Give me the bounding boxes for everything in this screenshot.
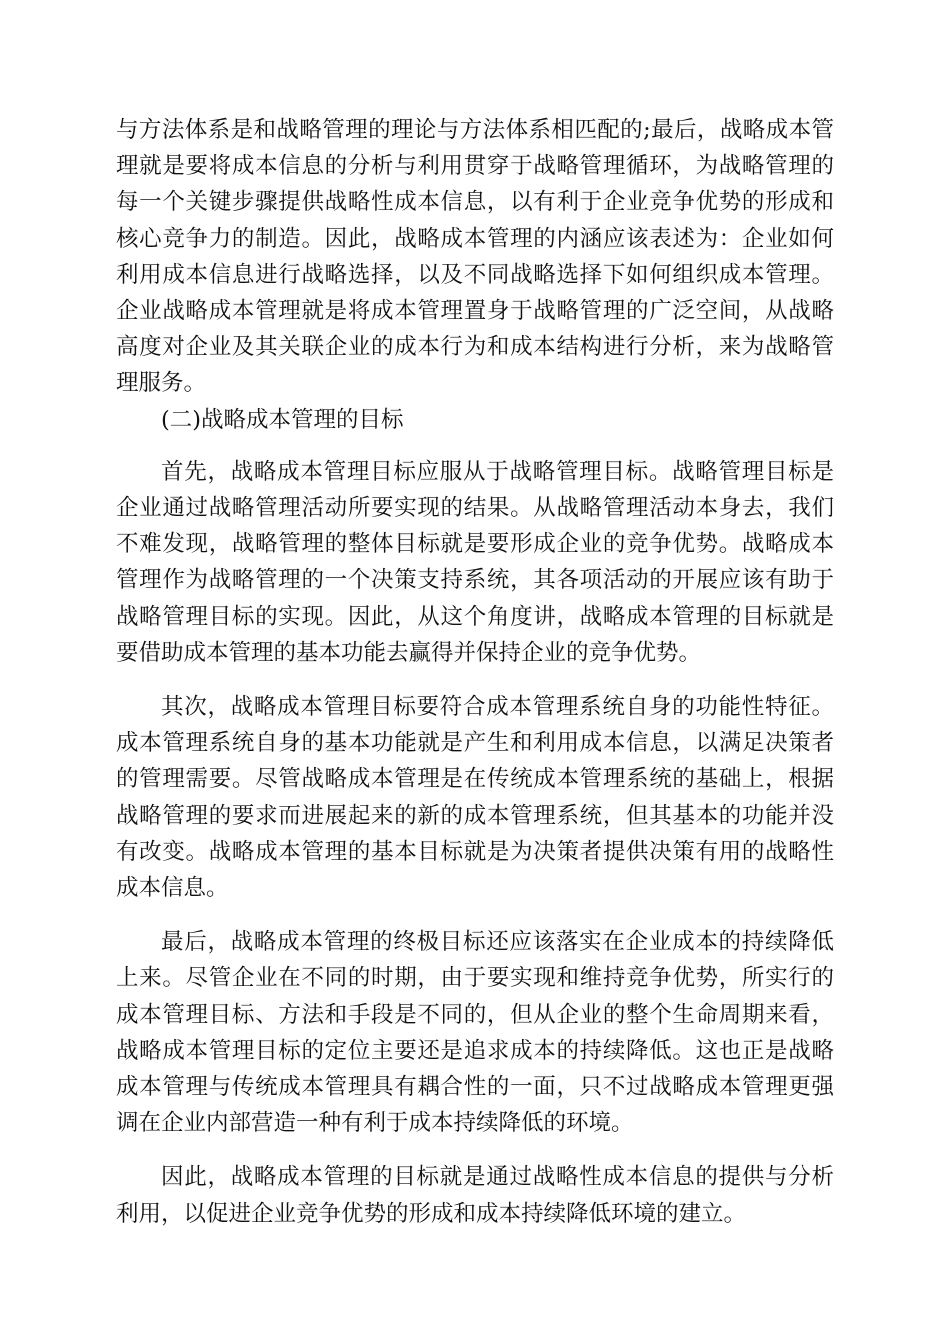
paragraph-second-goal: 其次，战略成本管理目标要符合成本管理系统自身的功能性特征。成本管理系统自身的基本功能就是产生和利用成本信息，以满足决策者的管理需要。尽管战略成本管理是在传统成本管理系统的基础上，根据战略管理的要求而进展起来的新的成本管理系统，但其基本的功能并没有改变。战略成本管理的基本目标就是为决策者提供决策有用的战略性成本信息。	[116, 694, 834, 902]
paragraph-continuation: 与方法体系是和战略管理的理论与方法体系相匹配的;最后，战略成本管理就是要将成本信息的分析与利用贯穿于战略管理循环，为战略管理的每一个关键步骤提供战略性成本信息，以有利于企业竞争优势的形成和核心竞争力的制造。因此，战略成本管理的内涵应该表述为：企业如何利用成本信息进行战略选择，以及不同战略选择下如何组织成本管理。企业战略成本管理就是将成本管理置身于战略管理的广泛空间，从战略高度对企业及其关联企业的成本行为和成本结构进行分析，来为战略管理服务。	[116, 117, 834, 397]
paragraph-final-goal: 最后，战略成本管理的终极目标还应该落实在企业成本的持续降低上来。尽管企业在不同的时期，由于要实现和维持竞争优势，所实行的成本管理目标、方法和手段是不同的，但从企业的整个生命周期来看，战略成本管理目标的定位主要还是追求成本的持续降低。这也正是战略成本管理与传统成本管理具有耦合性的一面，只不过战略成本管理更强调在企业内部营造一种有利于成本持续降低的环境。	[116, 929, 834, 1137]
paragraph-conclusion: 因此，战略成本管理的目标就是通过战略性成本信息的提供与分析利用，以促进企业竞争优势的形成和成本持续降低环境的建立。	[116, 1164, 834, 1227]
document-body	[116, 112, 834, 1232]
section-heading: (二)战略成本管理的目标	[161, 406, 404, 433]
paragraph-first-goal: 首先，战略成本管理目标应服从于战略管理目标。战略管理目标是企业通过战略管理活动所要实现的结果。从战略管理活动本身去，我们不难发现，战略管理的整体目标就是要形成企业的竞争优势。战略成本管理作为战略管理的一个决策支持系统，其各项活动的开展应该有助于战略管理目标的实现。因此，从这个角度讲，战略成本管理的目标就是要借助成本管理的基本功能去赢得并保持企业的竞争优势。	[116, 458, 834, 666]
